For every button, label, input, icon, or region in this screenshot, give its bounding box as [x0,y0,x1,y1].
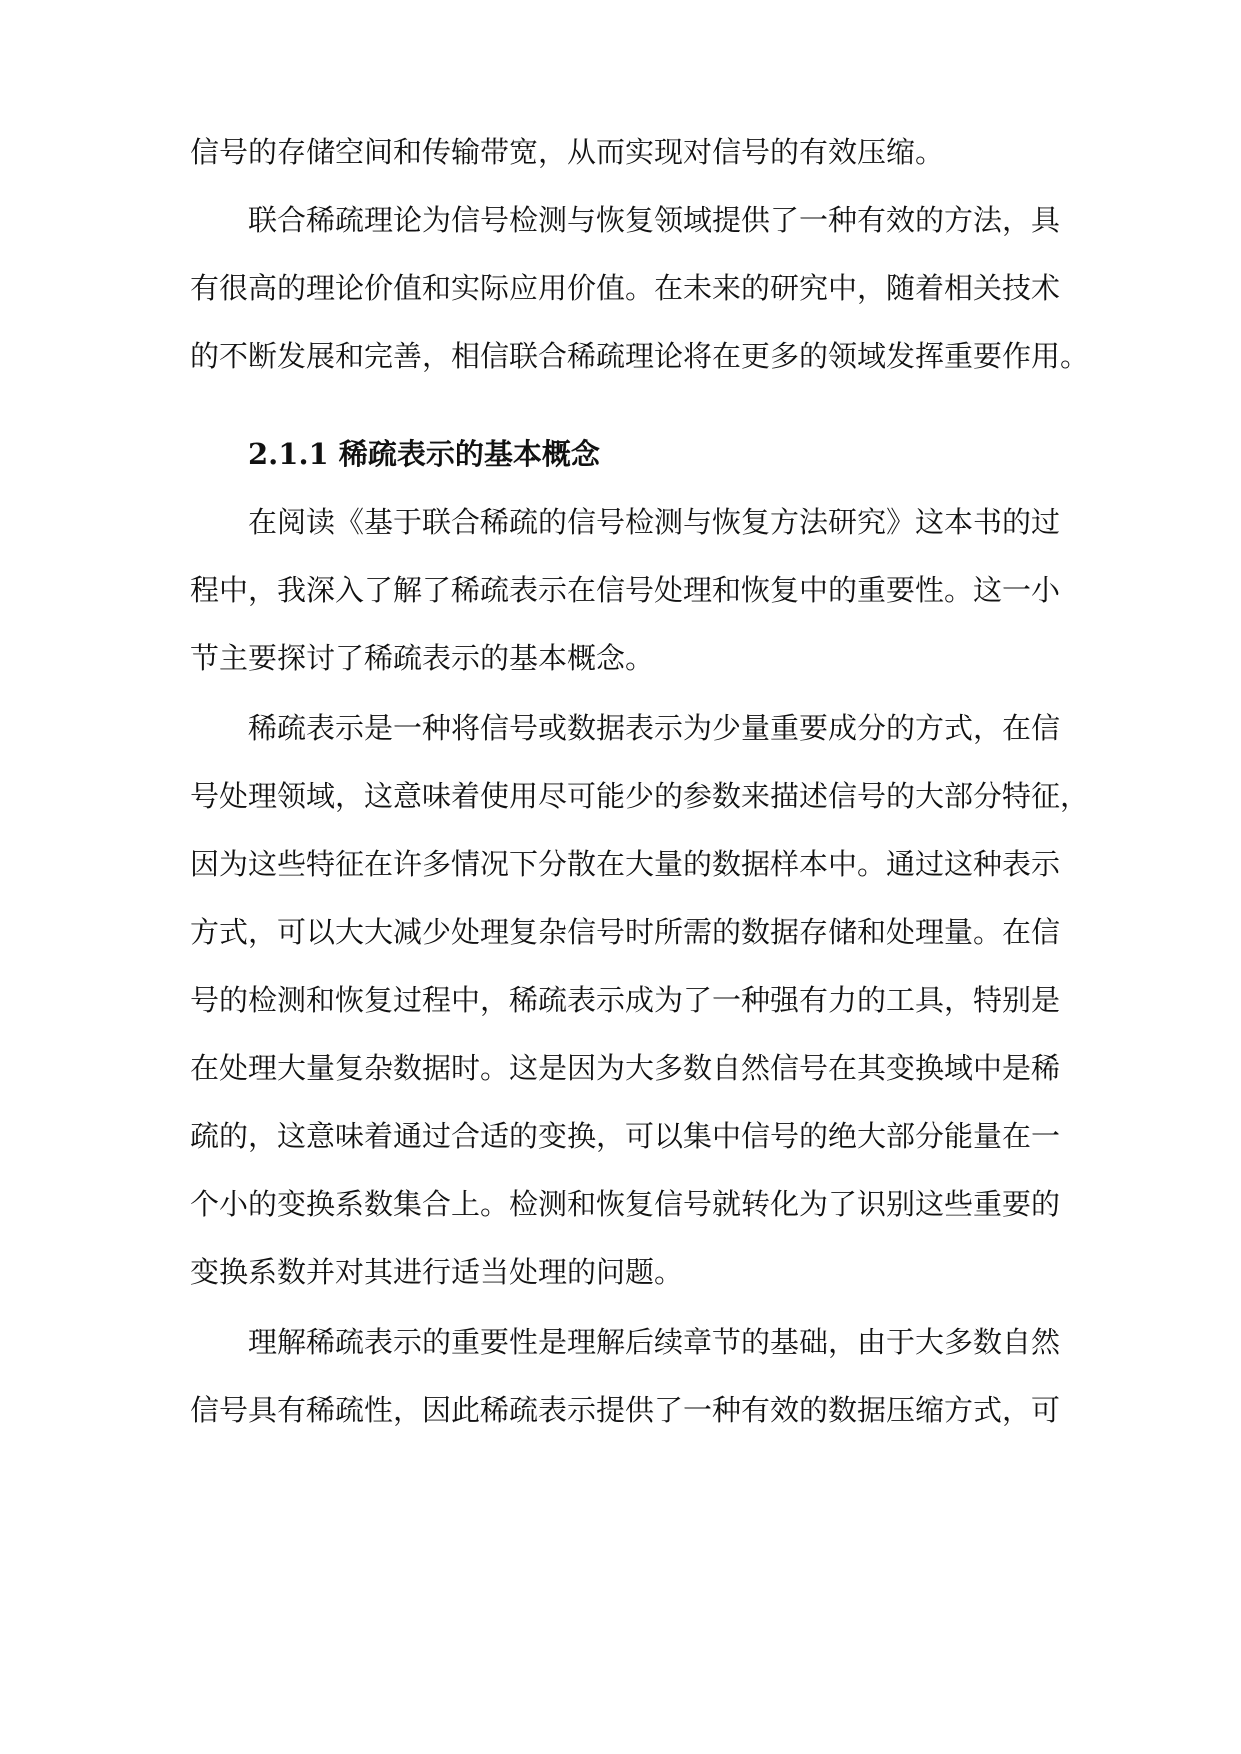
paragraph-line: 号的检测和恢复过程中，稀疏表示成为了一种强有力的工具，特别是 [190,983,1061,1017]
paragraph-line: 方式，可以大大减少处理复杂信号时所需的数据存储和处理量。在信 [190,915,1061,949]
paragraph-line: 的不断发展和完善，相信联合稀疏理论将在更多的领域发挥重要作用。 [190,339,1090,373]
paragraph-line: 稀疏表示是一种将信号或数据表示为少量重要成分的方式，在信 [248,711,1061,745]
paragraph-line: 信号具有稀疏性，因此稀疏表示提供了一种有效的数据压缩方式，可 [190,1393,1061,1427]
paragraph-line: 程中，我深入了解了稀疏表示在信号处理和恢复中的重要性。这一小 [190,573,1061,607]
paragraph-line: 联合稀疏理论为信号检测与恢复领域提供了一种有效的方法，具 [248,203,1061,237]
paragraph-line: 因为这些特征在许多情况下分散在大量的数据样本中。通过这种表示 [190,847,1061,881]
paragraph-line: 个小的变换系数集合上。检测和恢复信号就转化为了识别这些重要的 [190,1187,1061,1221]
paragraph-line: 在阅读《基于联合稀疏的信号检测与恢复方法研究》这本书的过 [248,505,1061,539]
paragraph-line: 有很高的理论价值和实际应用价值。在未来的研究中，随着相关技术 [190,271,1061,305]
paragraph-line: 信号的存储空间和传输带宽，从而实现对信号的有效压缩。 [190,135,945,169]
paragraph-line: 变换系数并对其进行适当处理的问题。 [190,1255,684,1289]
section-heading: 2.1.1 稀疏表示的基本概念 [248,437,600,471]
paragraph-line: 疏的，这意味着通过合适的变换，可以集中信号的绝大部分能量在一 [190,1119,1061,1153]
paragraph-line: 理解稀疏表示的重要性是理解后续章节的基础，由于大多数自然 [248,1325,1061,1359]
paragraph-line: 号处理领域，这意味着使用尽可能少的参数来描述信号的大部分特征， [190,779,1090,813]
paragraph-line: 在处理大量复杂数据时。这是因为大多数自然信号在其变换域中是稀 [190,1051,1061,1085]
paragraph-line: 节主要探讨了稀疏表示的基本概念。 [190,641,655,675]
